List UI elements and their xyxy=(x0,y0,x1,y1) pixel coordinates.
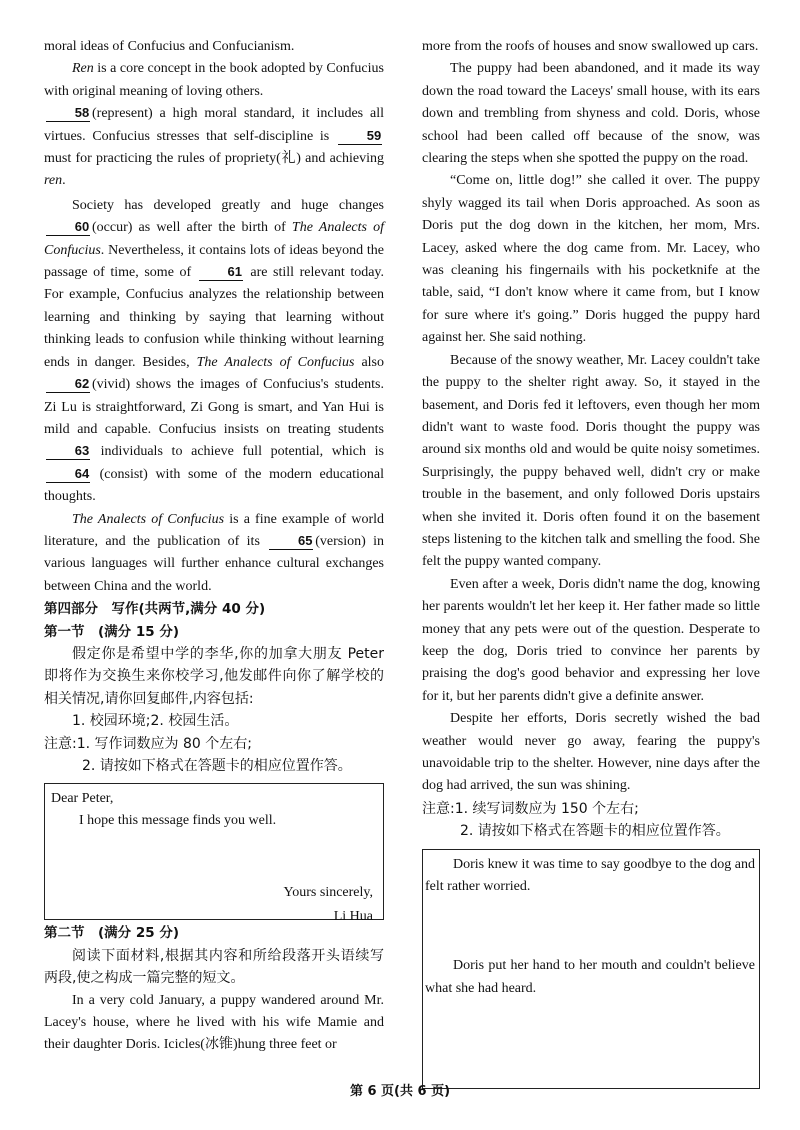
passage-text: (occur) as well after the birth of xyxy=(92,220,292,236)
continuation-opening-1: Doris knew it was time to say goodbye to the dog and felt rather worried. xyxy=(425,856,755,895)
blank-64[interactable]: 64 xyxy=(46,466,90,483)
page-number: 第 6 页(共 6 页) xyxy=(349,1084,451,1099)
left-column xyxy=(44,36,384,1057)
passage-text: . xyxy=(62,173,66,189)
story-paragraph: The puppy had been abandoned, and it made its way down the road toward the Laceys' small house, with its ears down and trembling from shyness and cold. Doris, whose school had been called off because of the snow, was clearing the steps when she spotted the puppy on the road. xyxy=(422,61,760,167)
letter-signature: Li Hua xyxy=(333,909,373,925)
italic-term: ren xyxy=(44,173,63,189)
story-paragraph: Because of the snowy weather, Mr. Lacey couldn't take the puppy to the shelter right away. So, it stayed in the basement, and Doris fed it leftovers, even though her mom didn't want to waste food. Doris thought the puppy was around six months old and would be quite noisy sometimes. Surprisingly, the puppy behaved well, didn't cry or make trouble in the basement, and only followed Doris upstairs when she invited it. Doris often found it on the basement steps listening to the kitchen talk and smelling the food. She felt the puppy wanted company. xyxy=(422,352,760,570)
blank-61[interactable]: 61 xyxy=(199,264,243,281)
book-title: The Analects of Confucius xyxy=(72,511,225,527)
italic-term: Ren xyxy=(72,61,94,77)
note-line: 2. 请按如下格式在答题卡的相应位置作答。 xyxy=(82,758,352,774)
continuation-opening-2: Doris put her hand to her mouth and couldn't believe what she had heard. xyxy=(425,958,755,996)
note-line: 2. 请按如下格式在答题卡的相应位置作答。 xyxy=(460,823,730,840)
passage-text: moral ideas of Confucius and Confucianism. xyxy=(44,39,295,54)
passage-text: individuals to achieve full potential, which is xyxy=(100,444,384,460)
note-line: 注意:1. 续写词数应为 150 个左右; xyxy=(422,800,639,817)
letter-greeting: Dear Peter, xyxy=(51,791,114,807)
passage-text: (vivid) shows the images of Confucius's students. Zi Lu is straightforward, Zi Gong is smart, and Yan Hui is mild and capable. Confucius insists on treating students xyxy=(44,377,384,437)
book-title: The Analects of Confucius xyxy=(44,220,384,258)
passage-text: is a core concept in the book adopted by Confucius with original meaning of loving others. xyxy=(44,61,384,99)
task-prompt: 阅读下面材料,根据其内容和所给段落开头语续写两段,使之构成一篇完整的短文。 xyxy=(44,947,384,987)
passage-text: (represent) a high moral standard, it includes all virtues. Confucius stresses that self-discipline is xyxy=(44,106,384,144)
section-heading: 第一节 (满分 15 分) xyxy=(44,623,180,640)
passage-paragraph xyxy=(44,509,384,599)
passage-text: must for practicing the rules of propriety(礼) and achieving xyxy=(44,151,384,167)
right-column xyxy=(422,36,760,1089)
blank-59[interactable]: 59 xyxy=(338,128,382,145)
note-line: 注意:1. 写作词数应为 80 个左右; xyxy=(44,735,252,752)
blank-65[interactable]: 65 xyxy=(269,533,313,550)
story-paragraph: “Come on, little dog!” she called it over. The puppy shyly wagged its tail when Doris approached. As soon as Doris put the dog down in the kitchen, her mom, Mrs. Lacey, asked where the dog came from. Mr. Lacey, who was cleaning his fingernails with his pocketknife at the table, said, “I don't know where it came from, but I know for sure where it's going.” Doris hugged the puppy hard against her. She said nothing. xyxy=(422,173,760,346)
continuation-answer-box[interactable] xyxy=(422,849,760,1089)
story-paragraph: Despite her efforts, Doris secretly wished the bad weather would never go away, fearing the puppy's unavoidable trip to the shelter. However, nine days after the dog had arrived, the sun was shining. xyxy=(422,711,760,794)
task-prompt: 假定你是希望中学的李华,你的加拿大朋友 Peter 即将作为交换生来你校学习,他发邮件向你了解学校的相关情况,请你回复邮件,内容包括: xyxy=(44,645,384,707)
blank-60[interactable]: 60 xyxy=(46,219,90,236)
book-title: The Analects of Confucius xyxy=(196,354,355,370)
passage-text: is a fine example of world literature, and the publication of its xyxy=(44,511,385,549)
passage-text: (version) in various languages will further enhance cultural exchanges between China and the world. xyxy=(44,533,385,594)
letter-opening: I hope this message finds you well. xyxy=(79,813,277,829)
task-items: 1. 校园环境;2. 校园生活。 xyxy=(72,713,239,730)
story-paragraph: In a very cold January, a puppy wandered around Mr. Lacey's house, where he lived with his wife Mamie and their daughter Doris. Icicles(冰锥)hung three feet or xyxy=(44,992,384,1053)
passage-paragraph xyxy=(44,195,384,509)
section-heading: 第二节 (满分 25 分) xyxy=(44,925,180,942)
letter-answer-box[interactable] xyxy=(44,783,384,925)
passage-text: Society has developed greatly and huge changes xyxy=(72,197,384,213)
story-paragraph: more from the roofs of houses and snow swallowed up cars. xyxy=(422,39,759,54)
blank-63[interactable]: 63 xyxy=(46,443,90,460)
passage-paragraph xyxy=(44,58,384,192)
story-paragraph: Even after a week, Doris didn't name the dog, knowing her parents wouldn't let her keep it. Her father made so little money that any pets were out of the question. Desperate to keep the dog, Doris tried to convince her parents by praising the dog's good behavior and expressing her love for it, but her parents didn't give a definite answer. xyxy=(422,576,760,704)
blank-62[interactable]: 62 xyxy=(46,376,90,393)
blank-58[interactable]: 58 xyxy=(46,105,90,122)
passage-text: . Nevertheless, it contains lots of ideas beyond the passage of time, some of xyxy=(44,242,384,281)
passage-text: are still relevant today. For example, Confucius analyzes the relationship between learning and thinking by saying that learning without thinking leads to confusion while thinking without learning ends in danger. Besides, xyxy=(44,265,385,370)
letter-closing: Yours sincerely, xyxy=(283,885,373,901)
passage-text: also xyxy=(354,354,385,370)
part-heading: 第四部分 写作(共两节,满分 40 分) xyxy=(44,601,266,618)
passage-text: (consist) with some of the modern educational thoughts. xyxy=(44,466,385,505)
